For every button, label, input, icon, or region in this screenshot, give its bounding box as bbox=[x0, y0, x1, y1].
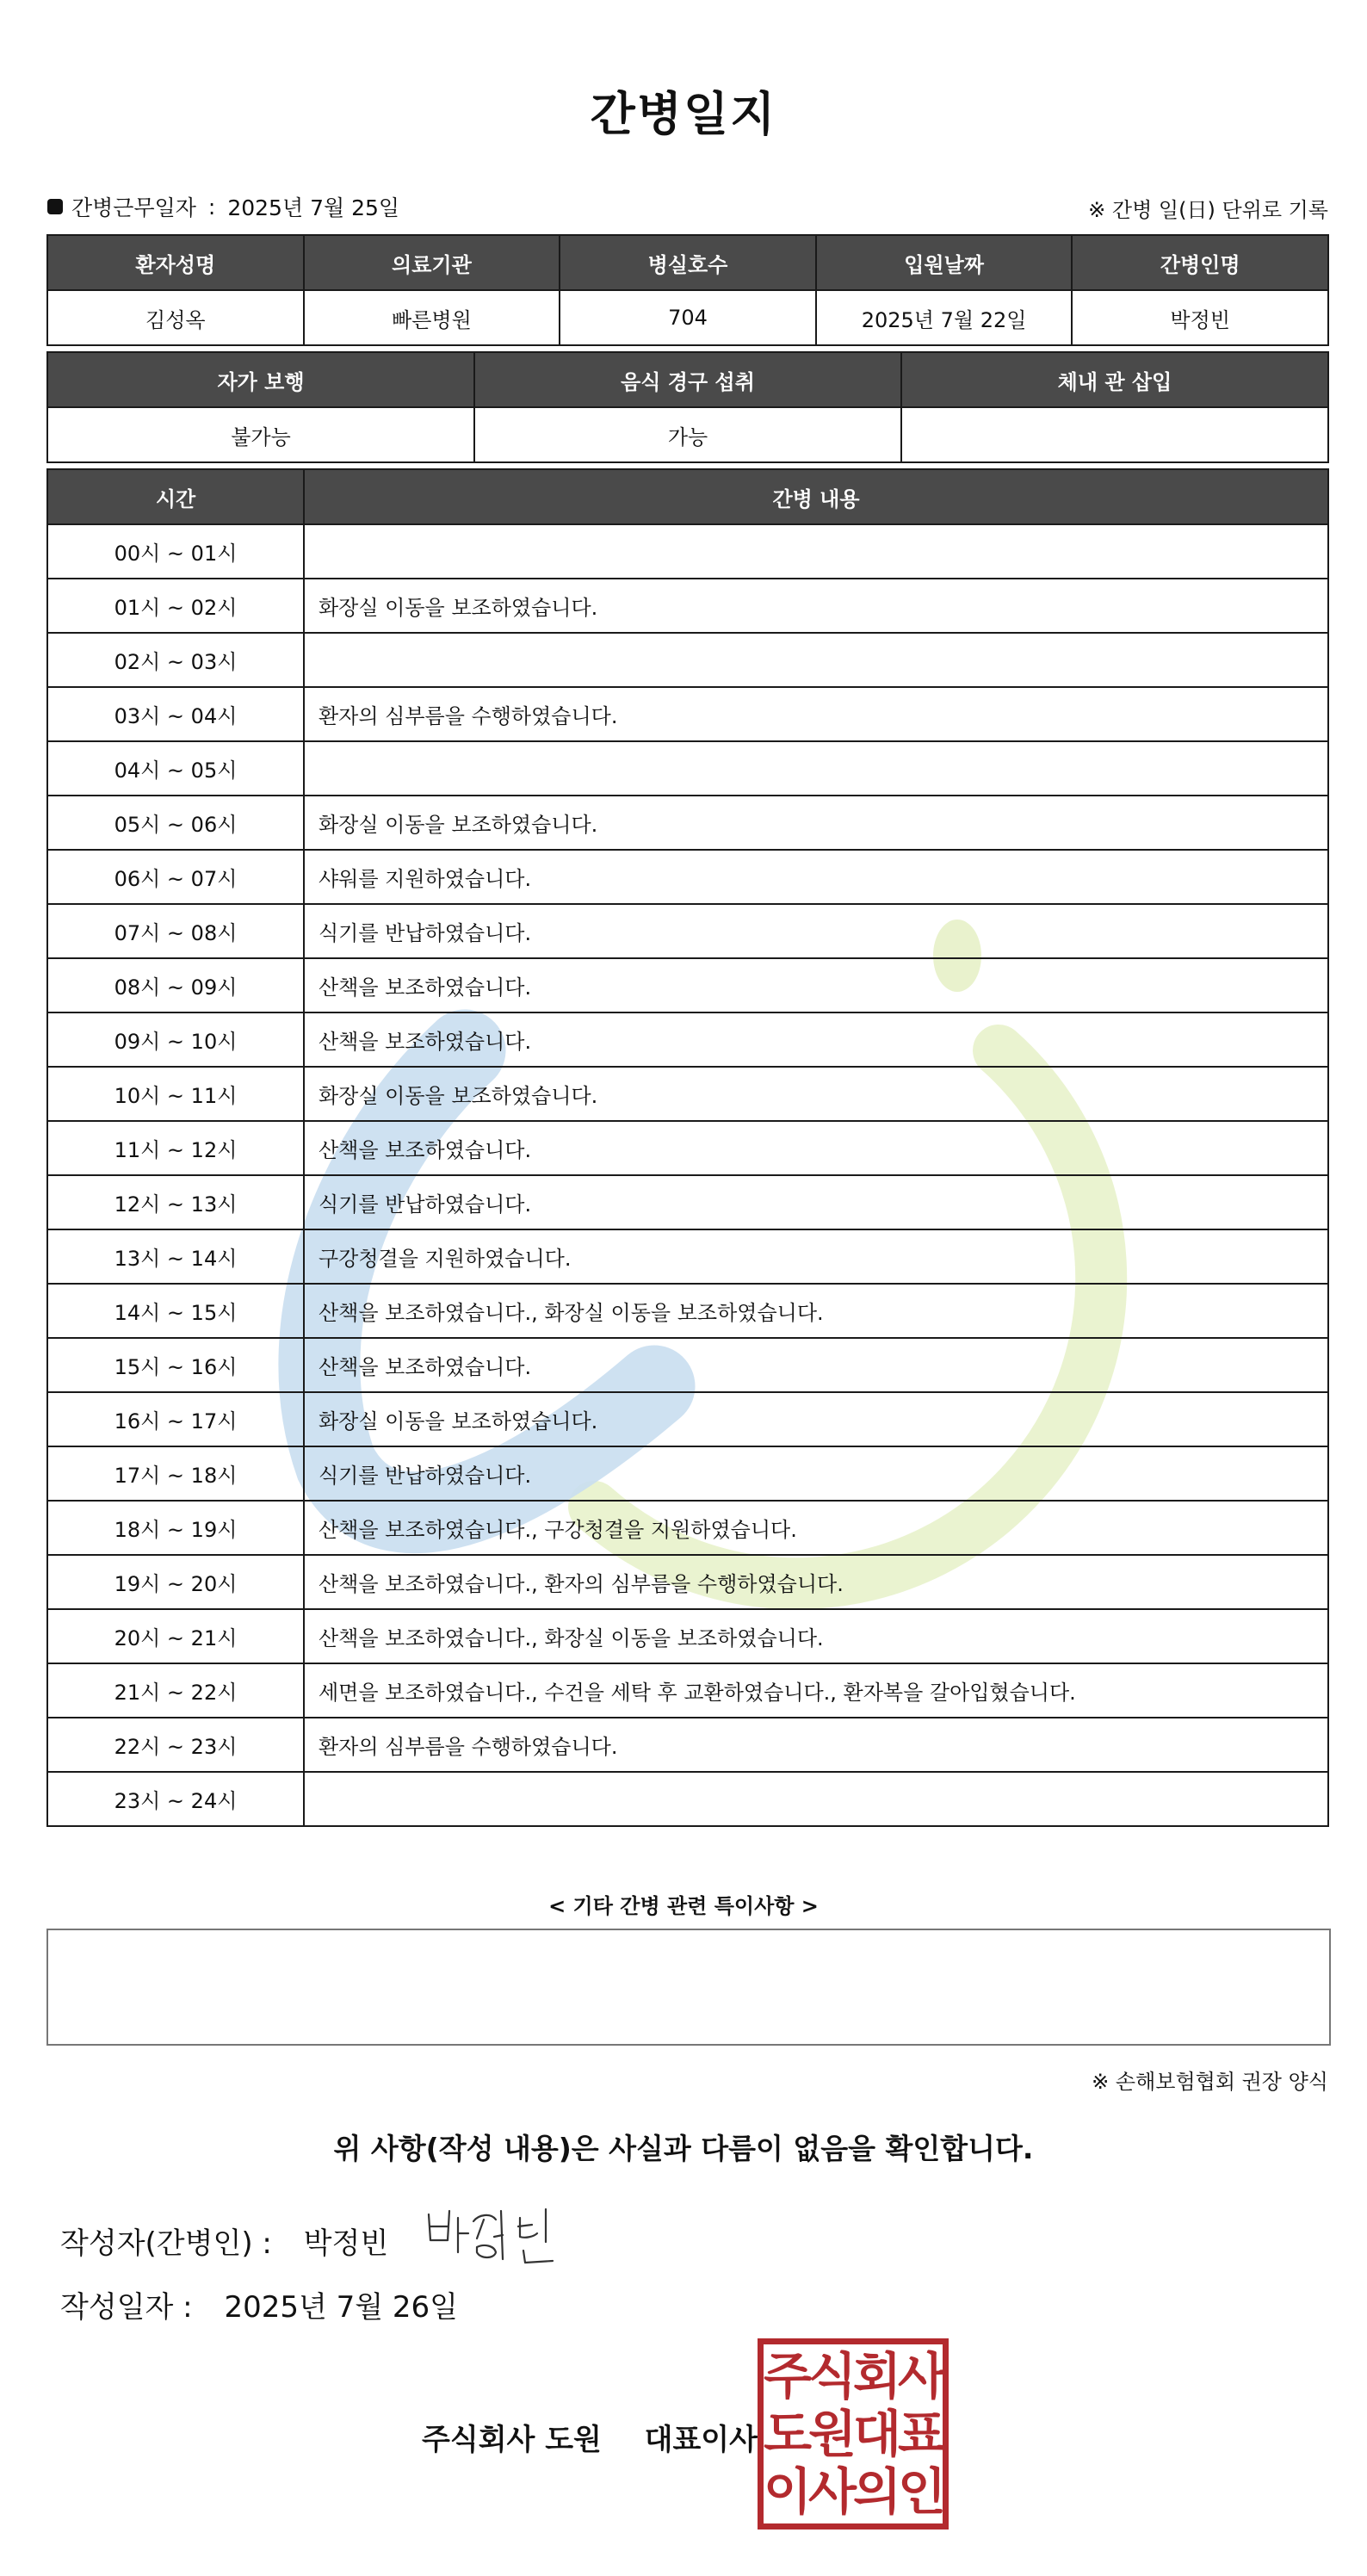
special-notes-box bbox=[46, 1929, 1331, 2046]
table-row bbox=[47, 1284, 1328, 1338]
log-time-cell: 06시 ~ 07시 bbox=[47, 850, 304, 904]
header-hospital: 의료기관 bbox=[304, 235, 560, 290]
table-row bbox=[47, 1338, 1328, 1392]
room-number: 704 bbox=[560, 290, 816, 345]
log-time-cell: 10시 ~ 11시 bbox=[47, 1067, 304, 1121]
table-row bbox=[47, 904, 1328, 958]
header-time: 시간 bbox=[47, 469, 304, 524]
log-content-cell: 환자의 심부름을 수행하였습니다. bbox=[304, 1718, 1328, 1772]
written-date-value: 2025년 7월 26일 bbox=[224, 2290, 459, 2325]
log-content-cell bbox=[304, 741, 1328, 796]
log-content-cell: 산책을 보조하였습니다. bbox=[304, 1012, 1328, 1067]
log-time-cell: 00시 ~ 01시 bbox=[47, 524, 304, 579]
admission-date: 2025년 7월 22일 bbox=[816, 290, 1073, 345]
header-tube-insertion: 체내 관 삽입 bbox=[901, 352, 1328, 407]
log-content-cell: 산책을 보조하였습니다., 화장실 이동을 보조하였습니다. bbox=[304, 1284, 1328, 1338]
header-oral-intake: 음식 경구 섭취 bbox=[474, 352, 901, 407]
log-content-cell: 화장실 이동을 보조하였습니다. bbox=[304, 1392, 1328, 1446]
written-date-label: 작성일자 : bbox=[60, 2290, 193, 2325]
patient-status-table bbox=[46, 351, 1329, 463]
header-care-content: 간병 내용 bbox=[304, 469, 1328, 524]
special-notes-title: < 기타 간병 관련 특이사항 > bbox=[548, 1894, 819, 1918]
log-time-cell: 04시 ~ 05시 bbox=[47, 741, 304, 796]
log-time-cell: 15시 ~ 16시 bbox=[47, 1338, 304, 1392]
written-date-line bbox=[60, 2283, 458, 2325]
record-unit-note: ※ 간병 일(日) 단위로 기록 bbox=[1088, 198, 1328, 222]
work-date-line bbox=[47, 191, 399, 222]
insurance-note: ※ 손해보험협회 권장 양식 bbox=[1092, 2070, 1328, 2094]
table-row bbox=[47, 1012, 1328, 1067]
table-row bbox=[47, 1392, 1328, 1446]
work-date-label: 간병근무일자 bbox=[71, 195, 196, 220]
log-content-cell: 산책을 보조하였습니다. bbox=[304, 958, 1328, 1012]
company-line bbox=[422, 2416, 758, 2458]
self-walking-value: 불가능 bbox=[47, 407, 474, 462]
caregiver-name: 박정빈 bbox=[1072, 290, 1328, 345]
table-row bbox=[47, 1501, 1328, 1555]
log-content-cell: 샤워를 지원하였습니다. bbox=[304, 850, 1328, 904]
table-row bbox=[47, 1067, 1328, 1121]
table-row bbox=[47, 1121, 1328, 1175]
log-content-cell: 식기를 반납하였습니다. bbox=[304, 1175, 1328, 1229]
log-time-cell: 12시 ~ 13시 bbox=[47, 1175, 304, 1229]
log-content-cell: 산책을 보조하였습니다. bbox=[304, 1121, 1328, 1175]
log-time-cell: 18시 ~ 19시 bbox=[47, 1501, 304, 1555]
log-content-cell: 산책을 보조하였습니다., 화장실 이동을 보조하였습니다. bbox=[304, 1609, 1328, 1663]
log-content-cell bbox=[304, 633, 1328, 687]
log-content-cell: 산책을 보조하였습니다., 구강청결을 지원하였습니다. bbox=[304, 1501, 1328, 1555]
confirmation-statement: 위 사항(작성 내용)은 사실과 다름이 없음을 확인합니다. bbox=[333, 2132, 1034, 2165]
table-row bbox=[47, 524, 1328, 579]
table-row bbox=[47, 1718, 1328, 1772]
seal-line-3: 이사의인 bbox=[763, 2461, 943, 2521]
patient-info-table bbox=[46, 234, 1329, 346]
log-content-cell: 세면을 보조하였습니다., 수건을 세탁 후 교환하였습니다., 환자복을 갈아입혔습니다. bbox=[304, 1663, 1328, 1718]
header-self-walking: 자가 보행 bbox=[47, 352, 474, 407]
table-row bbox=[47, 850, 1328, 904]
log-content-cell: 화장실 이동을 보조하였습니다. bbox=[304, 579, 1328, 633]
header-room: 병실호수 bbox=[560, 235, 816, 290]
writer-label: 작성자(간병인) : bbox=[60, 2226, 272, 2261]
log-content-cell bbox=[304, 524, 1328, 579]
log-time-cell: 13시 ~ 14시 bbox=[47, 1229, 304, 1284]
log-time-cell: 08시 ~ 09시 bbox=[47, 958, 304, 1012]
oral-intake-value: 가능 bbox=[474, 407, 901, 462]
work-date-separator: : bbox=[207, 194, 216, 220]
tube-insertion-value bbox=[901, 407, 1328, 462]
header-caregiver-name: 간병인명 bbox=[1072, 235, 1328, 290]
company-role: 대표이사 bbox=[644, 2423, 758, 2457]
log-content-cell: 산책을 보조하였습니다. bbox=[304, 1338, 1328, 1392]
log-time-cell: 07시 ~ 08시 bbox=[47, 904, 304, 958]
log-time-cell: 14시 ~ 15시 bbox=[47, 1284, 304, 1338]
log-content-cell bbox=[304, 1772, 1328, 1826]
table-row bbox=[47, 1663, 1328, 1718]
table-row bbox=[47, 1772, 1328, 1826]
hospital-name: 빠른병원 bbox=[304, 290, 560, 345]
log-time-cell: 11시 ~ 12시 bbox=[47, 1121, 304, 1175]
log-time-cell: 05시 ~ 06시 bbox=[47, 796, 304, 850]
square-bullet-icon bbox=[47, 199, 63, 214]
log-time-cell: 20시 ~ 21시 bbox=[47, 1609, 304, 1663]
header-patient-name: 환자성명 bbox=[47, 235, 304, 290]
seal-line-2: 도원대표 bbox=[763, 2404, 943, 2463]
writer-name: 박정빈 bbox=[303, 2226, 389, 2261]
log-content-cell: 환자의 심부름을 수행하였습니다. bbox=[304, 687, 1328, 741]
log-time-cell: 21시 ~ 22시 bbox=[47, 1663, 304, 1718]
log-time-cell: 16시 ~ 17시 bbox=[47, 1392, 304, 1446]
table-row bbox=[47, 1175, 1328, 1229]
log-content-cell: 식기를 반납하였습니다. bbox=[304, 904, 1328, 958]
log-time-cell: 17시 ~ 18시 bbox=[47, 1446, 304, 1501]
log-content-cell: 화장실 이동을 보조하였습니다. bbox=[304, 796, 1328, 850]
table-row bbox=[47, 1609, 1328, 1663]
log-content-cell: 화장실 이동을 보조하였습니다. bbox=[304, 1067, 1328, 1121]
table-row bbox=[47, 1446, 1328, 1501]
writer-line bbox=[60, 2220, 388, 2262]
log-time-cell: 22시 ~ 23시 bbox=[47, 1718, 304, 1772]
log-time-cell: 23시 ~ 24시 bbox=[47, 1772, 304, 1826]
log-time-cell: 19시 ~ 20시 bbox=[47, 1555, 304, 1609]
table-row bbox=[47, 579, 1328, 633]
log-content-cell: 산책을 보조하였습니다., 환자의 심부름을 수행하였습니다. bbox=[304, 1555, 1328, 1609]
table-row bbox=[47, 1555, 1328, 1609]
table-row bbox=[47, 687, 1328, 741]
log-time-cell: 03시 ~ 04시 bbox=[47, 687, 304, 741]
table-row bbox=[47, 958, 1328, 1012]
company-name: 주식회사 도원 bbox=[422, 2423, 602, 2457]
log-time-cell: 09시 ~ 10시 bbox=[47, 1012, 304, 1067]
log-time-cell: 01시 ~ 02시 bbox=[47, 579, 304, 633]
log-content-cell: 구강청결을 지원하였습니다. bbox=[304, 1229, 1328, 1284]
company-seal-stamp bbox=[758, 2338, 949, 2530]
table-row bbox=[47, 1229, 1328, 1284]
care-log-table bbox=[46, 468, 1329, 1827]
handwritten-signature bbox=[424, 2202, 570, 2271]
seal-line-1: 주식회사 bbox=[763, 2347, 943, 2406]
header-admission-date: 입원날짜 bbox=[816, 235, 1073, 290]
patient-name: 김성옥 bbox=[47, 290, 304, 345]
document-title: 간병일지 bbox=[590, 87, 777, 141]
table-row bbox=[47, 633, 1328, 687]
log-time-cell: 02시 ~ 03시 bbox=[47, 633, 304, 687]
table-row bbox=[47, 741, 1328, 796]
work-date-value: 2025년 7월 25일 bbox=[227, 195, 400, 220]
log-content-cell: 식기를 반납하였습니다. bbox=[304, 1446, 1328, 1501]
table-row bbox=[47, 796, 1328, 850]
